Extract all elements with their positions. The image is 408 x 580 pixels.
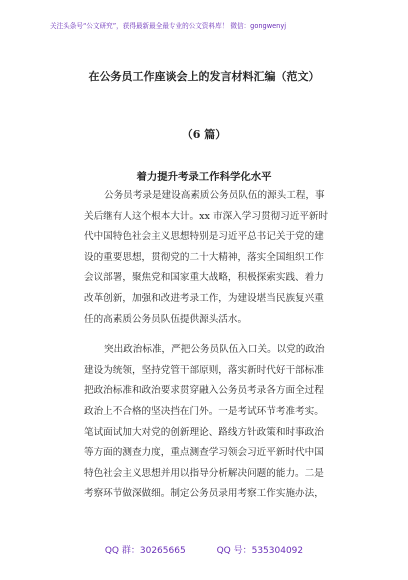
qq-group: QQ 群：30265665	[104, 546, 186, 556]
document-body	[84, 186, 354, 505]
text-line: 会议部署，聚焦党和国家重大战略，积极探索实践、着力	[84, 272, 324, 284]
text-line: 任的高素质公务员队伍提供源头活水。	[84, 313, 248, 325]
paragraph-1	[84, 186, 354, 330]
paragraph-gap	[84, 330, 354, 340]
text-line: 把政治标准和政治要求贯穿融入公务员考录各方面全过程	[84, 385, 324, 397]
header-note: 关注头条号“公文研究”，获得最新最全最专业的公文资料库！ 微信：gongwenyj	[50, 22, 287, 30]
text-line: 建设为统领，坚持党管干部原则，落实新时代好干部标准	[84, 364, 324, 376]
text-line: 等方面的测查力度，重点测查学习领会习近平新时代中国	[84, 447, 324, 459]
text-line: 公务员考录是建设高素质公务员队伍的源头工程，事	[104, 190, 325, 201]
text-line: 代中国特色社会主义思想特别是习近平总书记关于党的建	[84, 231, 324, 243]
text-line: 特色社会主义思想并用以指导分析解决问题的能力。二是	[84, 467, 324, 479]
section-title: 着力提升考录工作科学化水平	[136, 171, 272, 183]
text-line: 突出政治标准，严把公务员队伍入口关。以党的政治	[104, 344, 325, 356]
text-line: 关后继有人这个根本大计。xx 市深入学习贯彻习近平新时	[84, 210, 329, 222]
text-line: 政治上不合格的坚决挡在门外。一是考试环节考准考实。	[84, 405, 324, 417]
document-title: 在公务员工作座谈会上的发言材料汇编（范文）	[88, 70, 320, 83]
qq-number: QQ 号：535304092	[216, 546, 304, 556]
text-line: 改革创新，加强和改进考录工作，为建设堪当民族复兴重	[84, 292, 324, 304]
text-line: 考察环节做深做细。制定公务员录用考察工作实施办法，	[84, 488, 324, 500]
text-line: 笔试面试加大对党的创新理论、路线方针政策和时事政治	[84, 426, 324, 438]
paragraph-2	[84, 340, 354, 505]
footer-contact	[0, 543, 408, 556]
text-line: 设的重要思想，贯彻党的二十大精神，落实全国组织工作	[84, 251, 324, 263]
article-count: （6 篇）	[181, 128, 227, 141]
